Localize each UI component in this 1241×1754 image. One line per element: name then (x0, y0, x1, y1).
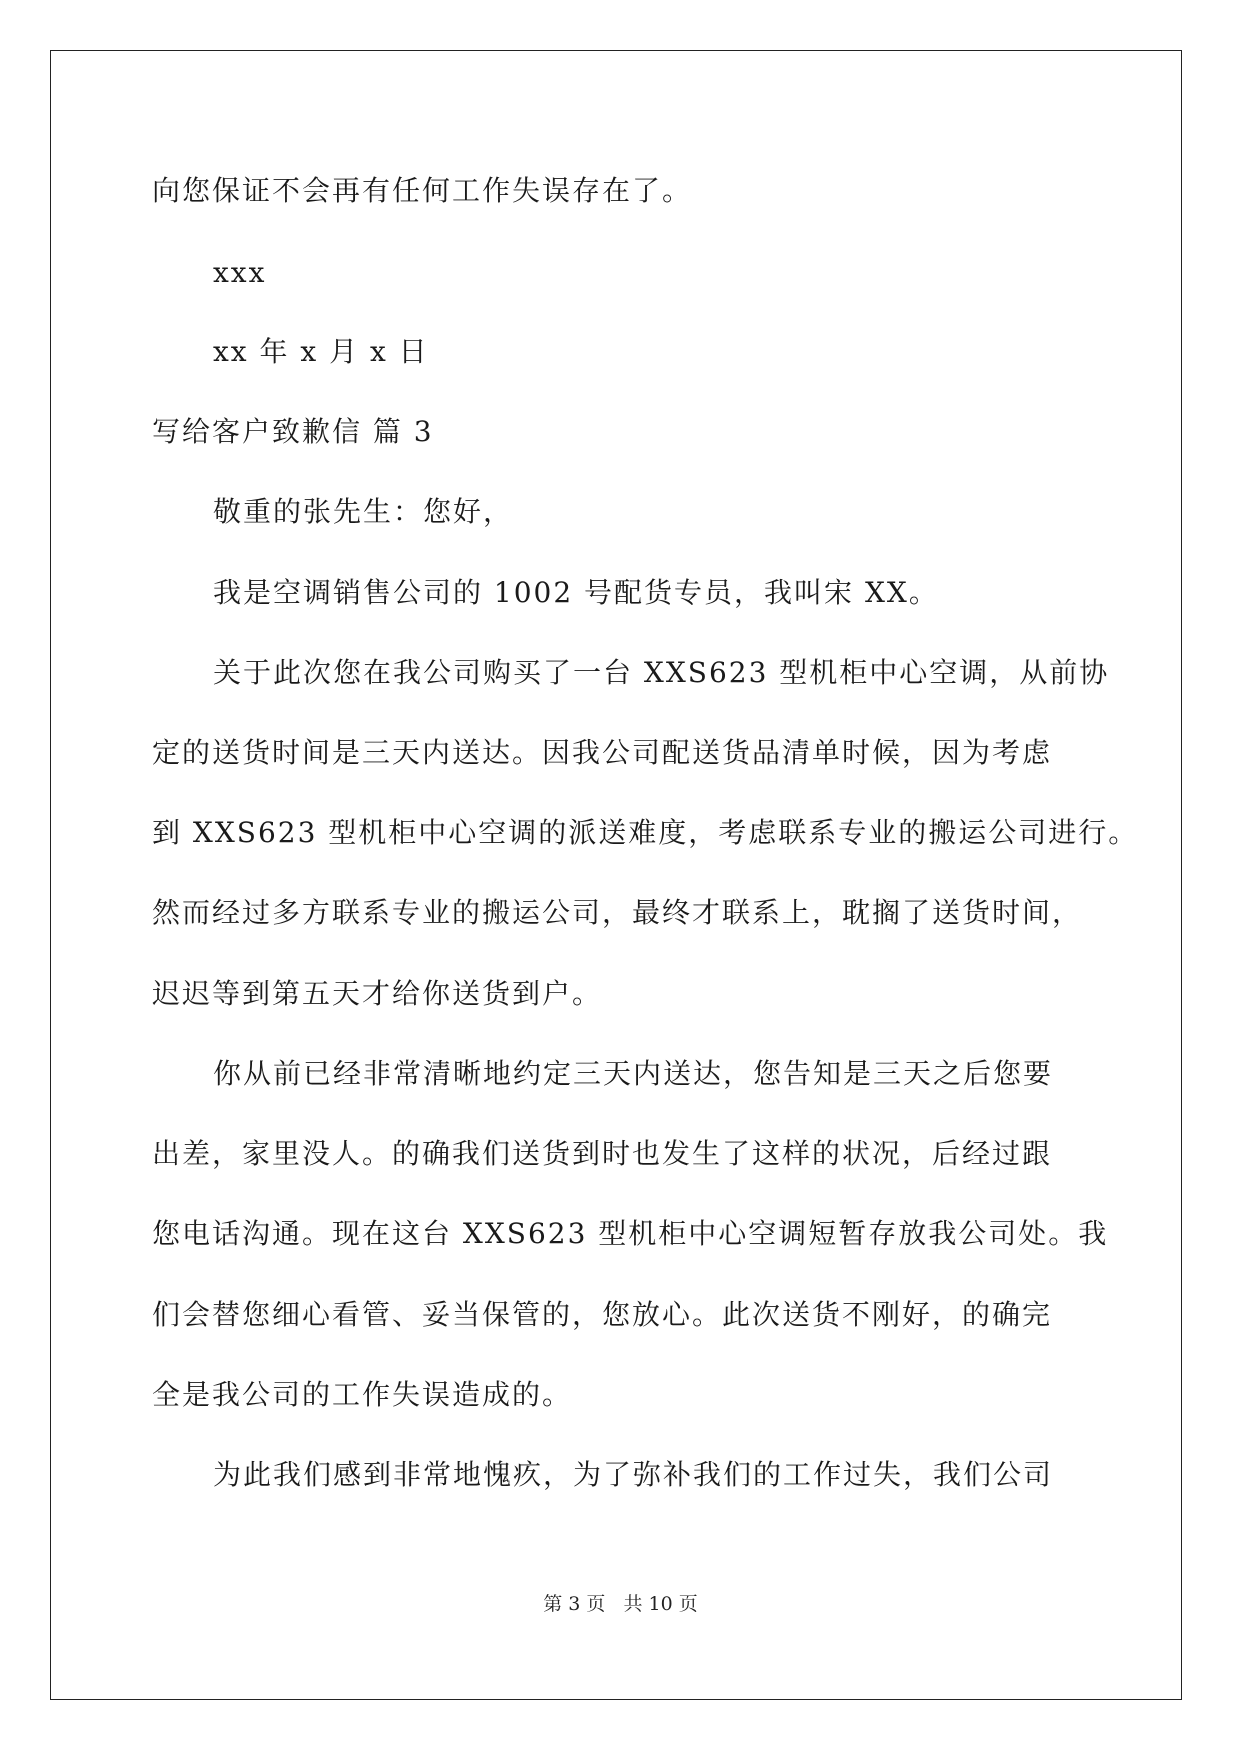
page-footer (0, 1592, 1241, 1616)
text-line: 我是空调销售公司的 1002 号配货专员，我叫宋 XX。 (213, 576, 939, 609)
signature-date: xx 年 x 月 x 日 (213, 335, 429, 368)
text-line: 定的送货时间是三天内送达。因我公司配送货品清单时候，因为考虑 (152, 736, 1053, 769)
text-line: 向您保证不会再有任何工作失误存在了。 (152, 174, 693, 207)
text-line: 关于此次您在我公司购买了一台 XXS623 型机柜中心空调，从前协 (213, 656, 1110, 689)
page-border (50, 50, 1182, 1700)
signature-name: xxx (213, 256, 267, 289)
text-line: 全是我公司的工作失误造成的。 (152, 1378, 573, 1411)
text-line: 到 XXS623 型机柜中心空调的派送难度，考虑联系专业的搬运公司进行。 (152, 816, 1139, 849)
text-line: 您电话沟通。现在这台 XXS623 型机柜中心空调短暂存放我公司处。我 (152, 1217, 1109, 1250)
page-number: 第 3 页 (543, 1593, 606, 1615)
salutation: 敬重的张先生：您好， (213, 495, 514, 528)
text-line: 你从前已经非常清晰地约定三天内送达，您告知是三天之后您要 (213, 1057, 1054, 1090)
text-line: 然而经过多方联系专业的搬运公司，最终才联系上，耽搁了送货时间， (152, 896, 1083, 929)
page-total: 共 10 页 (623, 1593, 698, 1615)
text-line: 迟迟等到第五天才给你送货到户。 (152, 977, 603, 1010)
text-line: 为此我们感到非常地愧疚，为了弥补我们的工作过失，我们公司 (213, 1458, 1054, 1491)
text-line: 们会替您细心看管、妥当保管的，您放心。此次送货不刚好，的确完 (152, 1298, 1053, 1331)
section-heading: 写给客户致歉信 篇 3 (152, 415, 434, 448)
text-line: 出差，家里没人。的确我们送货到时也发生了这样的状况，后经过跟 (152, 1137, 1053, 1170)
